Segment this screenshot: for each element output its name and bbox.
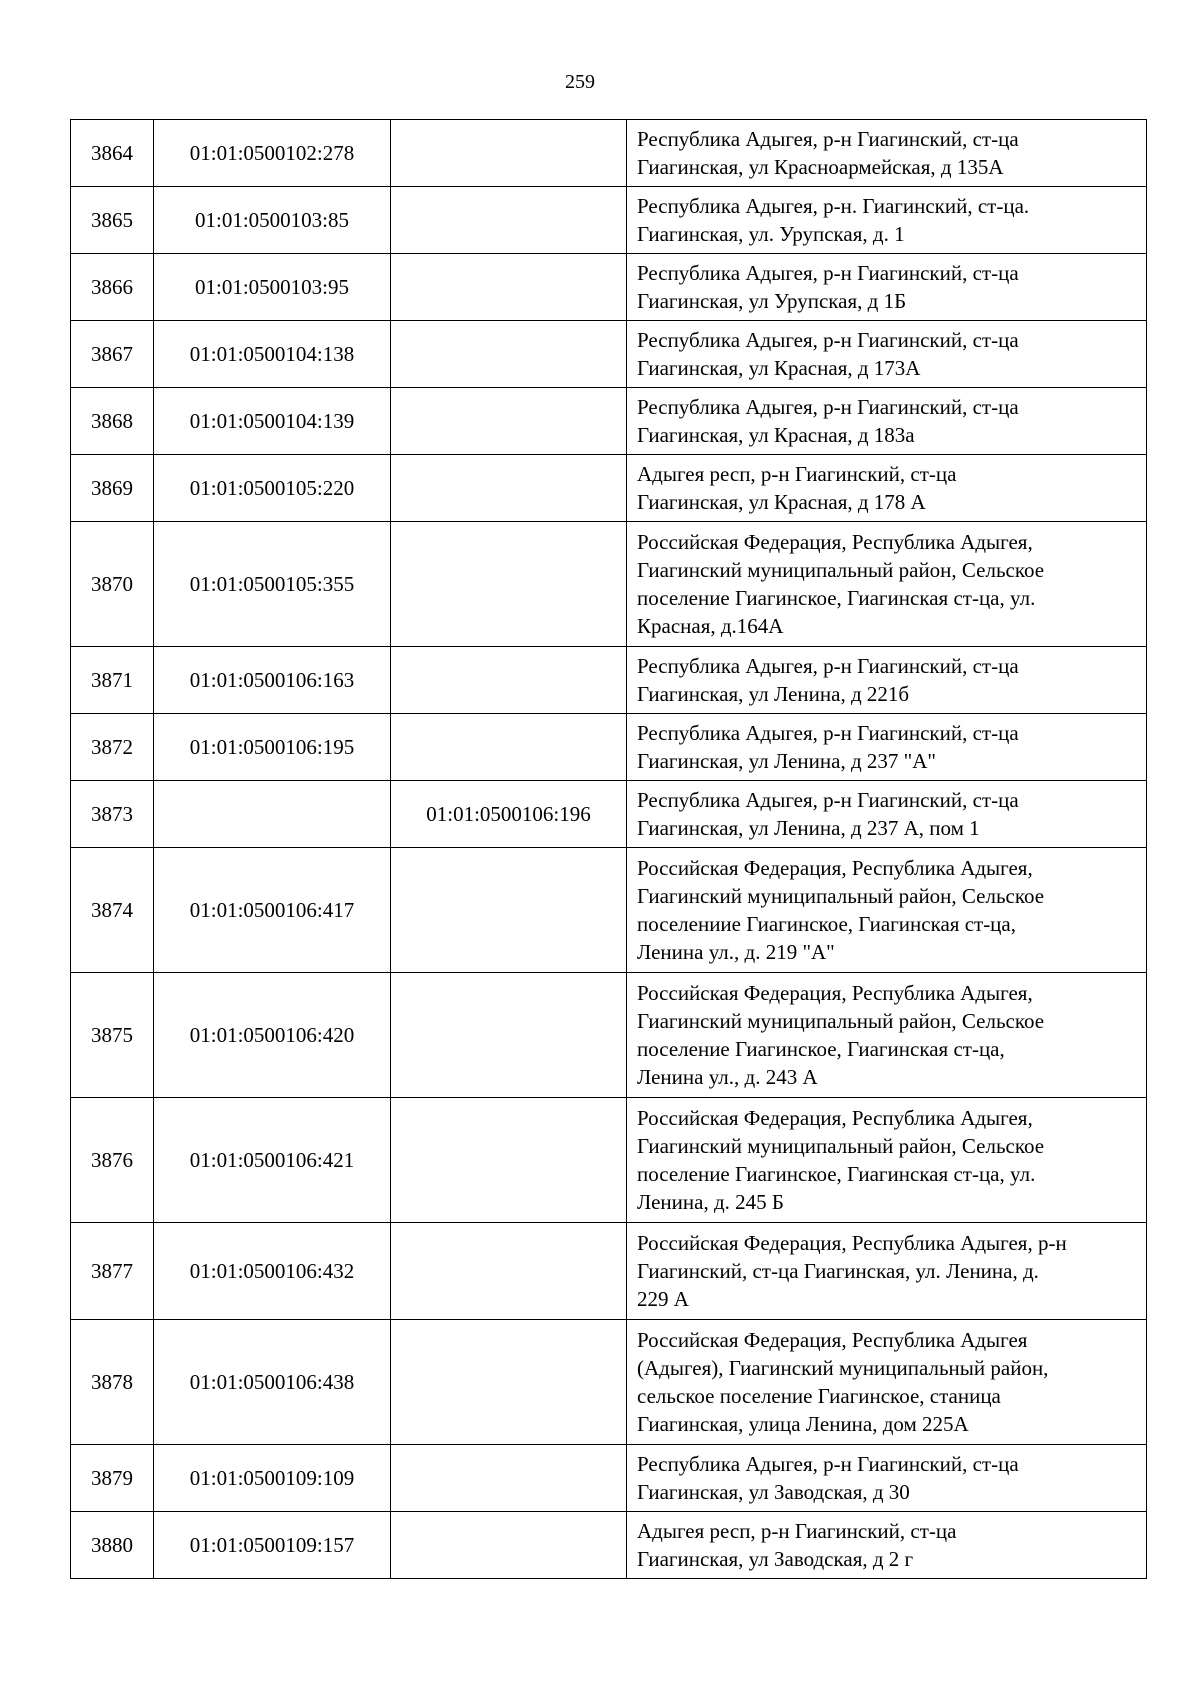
table-row — [71, 1223, 1147, 1320]
address-line: Республика Адыгея, р-н Гиагинский, ст-ца — [637, 395, 1019, 419]
table-row — [71, 714, 1147, 781]
table-row — [71, 1320, 1147, 1445]
table-row — [71, 1512, 1147, 1579]
address-line: Гиагинская, улица Ленина, дом 225А — [637, 1412, 969, 1436]
address-line: Республика Адыгея, р-н. Гиагинский, ст-ца. — [637, 194, 1030, 218]
address-line: Гиагинская, ул Красная, д 178 А — [637, 490, 926, 514]
address-line: Российская Федерация, Республика Адыгея, р-н — [637, 1231, 1067, 1255]
cadastral-number-cell: 01:01:0500105:355 — [154, 522, 391, 647]
row-number-cell: 3866 — [71, 254, 154, 321]
address-line: Адыгея респ, р-н Гиагинский, ст-ца — [637, 462, 957, 486]
table-row — [71, 1445, 1147, 1512]
cadastral-number-cell: 01:01:0500105:220 — [154, 455, 391, 522]
cadastral-number-cell: 01:01:0500106:195 — [154, 714, 391, 781]
address-cell — [627, 254, 1147, 321]
secondary-cadastral-number-cell — [391, 321, 627, 388]
address-line: Гиагинский муниципальный район, Сельское — [637, 1134, 1045, 1158]
secondary-cadastral-number-cell — [391, 1223, 627, 1320]
address-line: поселениие Гиагинское, Гиагинская ст-ца, — [637, 912, 1016, 936]
cadastral-number-cell: 01:01:0500106:438 — [154, 1320, 391, 1445]
cadastral-number-cell: 01:01:0500103:85 — [154, 187, 391, 254]
row-number-cell: 3871 — [71, 647, 154, 714]
address-cell — [627, 522, 1147, 647]
secondary-cadastral-number-cell — [391, 522, 627, 647]
address-line: Республика Адыгея, р-н Гиагинский, ст-ца — [637, 721, 1019, 745]
secondary-cadastral-number-cell — [391, 647, 627, 714]
address-line: Ленина ул., д. 219 "А" — [637, 940, 835, 964]
row-number-cell: 3864 — [71, 120, 154, 187]
secondary-cadastral-number-cell — [391, 848, 627, 973]
address-line: Красная, д.164А — [637, 614, 784, 638]
address-line: Адыгея респ, р-н Гиагинский, ст-ца — [637, 1519, 957, 1543]
address-cell — [627, 714, 1147, 781]
address-line: Гиагинская, ул Красная, д 173А — [637, 356, 921, 380]
secondary-cadastral-number-cell — [391, 973, 627, 1098]
address-line: Российская Федерация, Республика Адыгея, — [637, 856, 1033, 880]
address-line: Гиагинская, ул. Урупская, д. 1 — [637, 222, 905, 246]
row-number-cell: 3868 — [71, 388, 154, 455]
table-row — [71, 1098, 1147, 1223]
secondary-cadastral-number-cell — [391, 120, 627, 187]
cadastral-number-cell: 01:01:0500109:157 — [154, 1512, 391, 1579]
registry-table-body — [71, 120, 1147, 1579]
cadastral-number-cell: 01:01:0500106:432 — [154, 1223, 391, 1320]
address-line: (Адыгея), Гиагинский муниципальный район, — [637, 1356, 1049, 1380]
row-number-cell: 3870 — [71, 522, 154, 647]
registry-table — [70, 119, 1147, 1579]
cadastral-number-cell: 01:01:0500106:163 — [154, 647, 391, 714]
row-number-cell: 3873 — [71, 781, 154, 848]
address-line: Республика Адыгея, р-н Гиагинский, ст-ца — [637, 328, 1019, 352]
address-cell — [627, 781, 1147, 848]
address-line: 229 А — [637, 1287, 689, 1311]
address-line: Республика Адыгея, р-н Гиагинский, ст-ца — [637, 788, 1019, 812]
row-number-cell: 3876 — [71, 1098, 154, 1223]
row-number-cell: 3869 — [71, 455, 154, 522]
address-cell — [627, 1320, 1147, 1445]
address-line: Гиагинская, ул Красная, д 183а — [637, 423, 915, 447]
secondary-cadastral-number-cell — [391, 254, 627, 321]
address-line: Гиагинская, ул Красноармейская, д 135А — [637, 155, 1004, 179]
table-row — [71, 522, 1147, 647]
secondary-cadastral-number-cell — [391, 388, 627, 455]
table-row — [71, 973, 1147, 1098]
row-number-cell: 3867 — [71, 321, 154, 388]
cadastral-number-cell: 01:01:0500104:138 — [154, 321, 391, 388]
table-row — [71, 647, 1147, 714]
address-line: поселение Гиагинское, Гиагинская ст-ца, ул. — [637, 1162, 1036, 1186]
address-cell — [627, 1098, 1147, 1223]
table-row — [71, 388, 1147, 455]
row-number-cell: 3879 — [71, 1445, 154, 1512]
table-row — [71, 321, 1147, 388]
address-line: Республика Адыгея, р-н Гиагинский, ст-ца — [637, 654, 1019, 678]
table-row — [71, 120, 1147, 187]
secondary-cadastral-number-cell: 01:01:0500106:196 — [391, 781, 627, 848]
cadastral-number-cell: 01:01:0500102:278 — [154, 120, 391, 187]
address-line: Российская Федерация, Республика Адыгея — [637, 1328, 1028, 1352]
address-line: Гиагинская, ул Заводская, д 30 — [637, 1480, 910, 1504]
cadastral-number-cell — [154, 781, 391, 848]
address-line: Республика Адыгея, р-н Гиагинский, ст-ца — [637, 1452, 1019, 1476]
address-line: Республика Адыгея, р-н Гиагинский, ст-ца — [637, 127, 1019, 151]
secondary-cadastral-number-cell — [391, 455, 627, 522]
table-row — [71, 187, 1147, 254]
secondary-cadastral-number-cell — [391, 187, 627, 254]
table-row — [71, 455, 1147, 522]
address-line: Российская Федерация, Республика Адыгея, — [637, 530, 1033, 554]
address-cell — [627, 848, 1147, 973]
address-line: Российская Федерация, Республика Адыгея, — [637, 981, 1033, 1005]
address-line: Гиагинский муниципальный район, Сельское — [637, 558, 1045, 582]
address-cell — [627, 388, 1147, 455]
cadastral-number-cell: 01:01:0500104:139 — [154, 388, 391, 455]
table-row — [71, 781, 1147, 848]
address-cell — [627, 973, 1147, 1098]
secondary-cadastral-number-cell — [391, 714, 627, 781]
page-number: 259 — [565, 71, 595, 93]
address-line: Российская Федерация, Республика Адыгея, — [637, 1106, 1033, 1130]
row-number-cell: 3874 — [71, 848, 154, 973]
address-line: поселение Гиагинское, Гиагинская ст-ца, — [637, 1037, 1005, 1061]
address-cell — [627, 1223, 1147, 1320]
address-line: Гиагинская, ул Заводская, д 2 г — [637, 1547, 914, 1571]
row-number-cell: 3872 — [71, 714, 154, 781]
address-cell — [627, 1512, 1147, 1579]
address-line: Гиагинский муниципальный район, Сельское — [637, 884, 1045, 908]
address-line: Гиагинский, ст-ца Гиагинская, ул. Ленина, д. — [637, 1259, 1039, 1283]
row-number-cell: 3875 — [71, 973, 154, 1098]
cadastral-number-cell: 01:01:0500109:109 — [154, 1445, 391, 1512]
address-line: Гиагинский муниципальный район, Сельское — [637, 1009, 1045, 1033]
address-line: Республика Адыгея, р-н Гиагинский, ст-ца — [637, 261, 1019, 285]
address-cell — [627, 647, 1147, 714]
address-line: сельское поселение Гиагинское, станица — [637, 1384, 1001, 1408]
address-line: Ленина ул., д. 243 А — [637, 1065, 818, 1089]
table-row — [71, 254, 1147, 321]
row-number-cell: 3880 — [71, 1512, 154, 1579]
cadastral-number-cell: 01:01:0500106:421 — [154, 1098, 391, 1223]
address-line: Гиагинская, ул Ленина, д 221б — [637, 682, 910, 706]
address-cell — [627, 455, 1147, 522]
secondary-cadastral-number-cell — [391, 1512, 627, 1579]
row-number-cell: 3865 — [71, 187, 154, 254]
row-number-cell: 3878 — [71, 1320, 154, 1445]
address-cell — [627, 120, 1147, 187]
address-cell — [627, 321, 1147, 388]
address-line: Ленина, д. 245 Б — [637, 1190, 784, 1214]
address-line: поселение Гиагинское, Гиагинская ст-ца, ул. — [637, 586, 1036, 610]
secondary-cadastral-number-cell — [391, 1098, 627, 1223]
address-line: Гиагинская, ул Ленина, д 237 "А" — [637, 749, 936, 773]
secondary-cadastral-number-cell — [391, 1445, 627, 1512]
cadastral-number-cell: 01:01:0500106:417 — [154, 848, 391, 973]
secondary-cadastral-number-cell — [391, 1320, 627, 1445]
address-line: Гиагинская, ул Урупская, д 1Б — [637, 289, 907, 313]
cadastral-number-cell: 01:01:0500106:420 — [154, 973, 391, 1098]
address-cell — [627, 1445, 1147, 1512]
address-cell — [627, 187, 1147, 254]
cadastral-number-cell: 01:01:0500103:95 — [154, 254, 391, 321]
address-line: Гиагинская, ул Ленина, д 237 А, пом 1 — [637, 816, 980, 840]
row-number-cell: 3877 — [71, 1223, 154, 1320]
table-row — [71, 848, 1147, 973]
